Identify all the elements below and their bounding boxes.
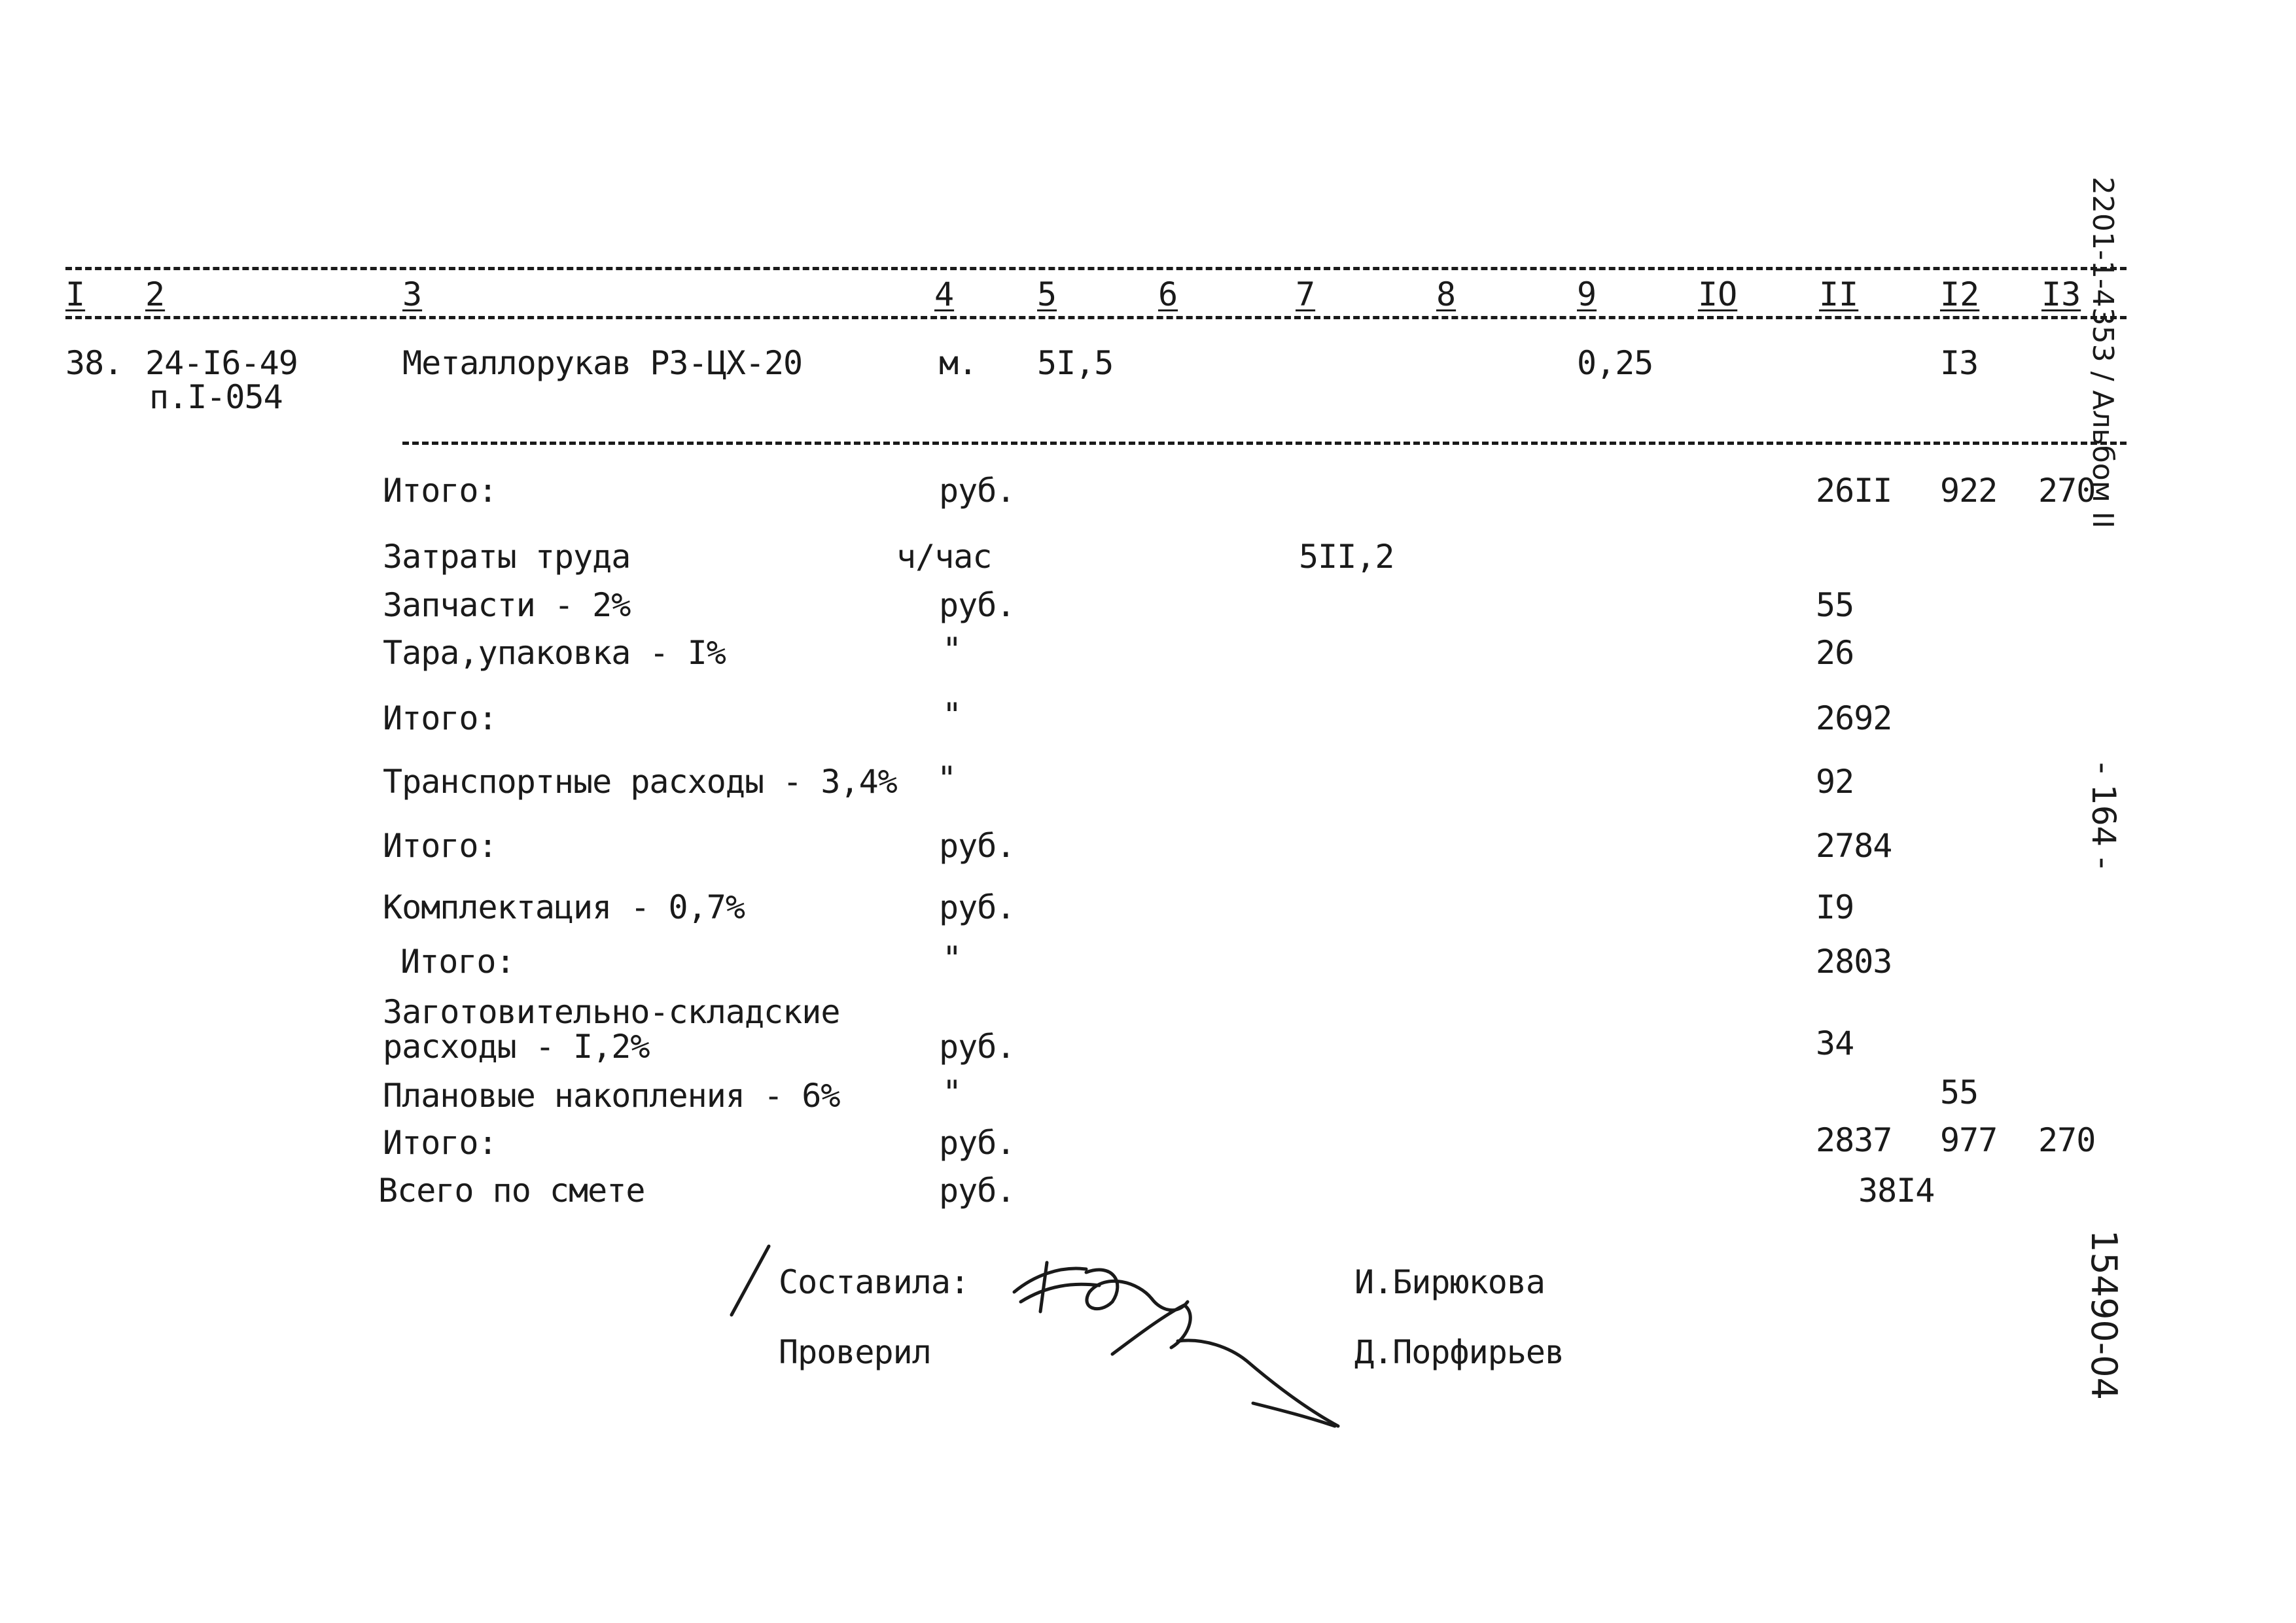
checked-name: Д.Порфирьев [1354,1333,1564,1371]
spares-label: Запчасти - 2% [383,586,631,624]
labor-value: 5II,2 [1299,538,1394,576]
completion-unit: руб. [939,888,1016,926]
compiled-name: И.Бирюкова [1354,1263,1545,1301]
item-unit: м. [939,344,978,382]
itogo1-col11: 26II [1816,472,1892,510]
spares-unit: руб. [939,586,1016,624]
transport-label: Транспортные расходы - 3,4% [383,763,897,801]
header-col-8: 8 [1436,275,1457,313]
warehouse-col11: 34 [1816,1024,1854,1062]
item-code: 24-I6-49 [145,344,298,382]
itogo3-label: Итого: [383,827,497,865]
margin-page-number: - 164 - [2085,762,2123,869]
compiled-label: Составила: [779,1263,970,1301]
itogo4-label: Итого: [400,943,515,981]
itogo5-col12: 977 [1940,1121,1998,1159]
item-number: 38. [65,344,123,382]
itogo1-unit: руб. [939,472,1016,510]
header-col-5: 5 [1037,275,1057,313]
warehouse-label-line1: Заготовительно-складские [383,993,840,1031]
itogo1-col13: 270 [2038,472,2096,510]
labor-unit: ч/час [896,538,992,576]
header-col-11: II [1819,275,1859,313]
header-col-9: 9 [1577,275,1597,313]
itogo1-col12: 922 [1940,472,1998,510]
packing-unit: " [942,631,962,669]
warehouse-unit: руб. [939,1028,1016,1066]
header-col-4: 4 [934,275,955,313]
itogo3-unit: руб. [939,827,1016,865]
header-col-10: IO [1698,275,1738,313]
itogo1-label: Итого: [383,472,497,510]
itogo5-col13: 270 [2038,1121,2096,1159]
itogo4-col11: 2803 [1816,943,1892,981]
margin-top-code: 2201-1-4353 / Альбом II [2086,177,2119,529]
total-unit: руб. [939,1172,1016,1210]
item-col9: 0,25 [1577,344,1653,382]
header-col-1: I [65,275,86,313]
itogo4-unit: " [942,939,962,977]
completion-col11: I9 [1816,888,1854,926]
header-col-13: I3 [2041,275,2081,313]
itogo2-unit: " [942,696,962,734]
itogo3-col11: 2784 [1816,827,1892,865]
transport-col11: 92 [1816,763,1854,801]
total-value: 38I4 [1858,1172,1935,1210]
packing-label: Тара,упаковка - I% [383,634,726,672]
itogo5-label: Итого: [383,1124,497,1162]
itogo5-unit: руб. [939,1124,1016,1162]
planned-unit: " [942,1073,962,1111]
transport-unit: " [937,759,957,797]
item-code-clause: п.I-054 [149,378,283,416]
itogo5-col11: 2837 [1816,1121,1892,1159]
itogo2-label: Итого: [383,699,497,737]
completion-label: Комплектация - 0,7% [383,888,745,926]
planned-col12: 55 [1940,1073,1979,1111]
planned-label: Плановые накопления - 6% [383,1077,840,1115]
total-label: Всего по смете [378,1172,645,1210]
margin-doc-number: 15490-04 [2083,1230,2125,1400]
item-quantity: 5I,5 [1037,344,1114,382]
header-col-3: 3 [402,275,423,313]
header-col-12: I2 [1940,275,1980,313]
checked-label: Проверил [779,1333,931,1371]
spares-col11: 55 [1816,586,1854,624]
item-col12: I3 [1940,344,1979,382]
header-col-6: 6 [1158,275,1178,313]
header-col-7: 7 [1296,275,1316,313]
item-name: Металлорукав РЗ-ЦХ-20 [402,344,803,382]
header-col-2: 2 [145,275,166,313]
warehouse-label-line2: расходы - I,2% [383,1028,650,1066]
itogo2-col11: 2692 [1816,699,1892,737]
labor-label: Затраты труда [383,538,631,576]
packing-col11: 26 [1816,634,1854,672]
